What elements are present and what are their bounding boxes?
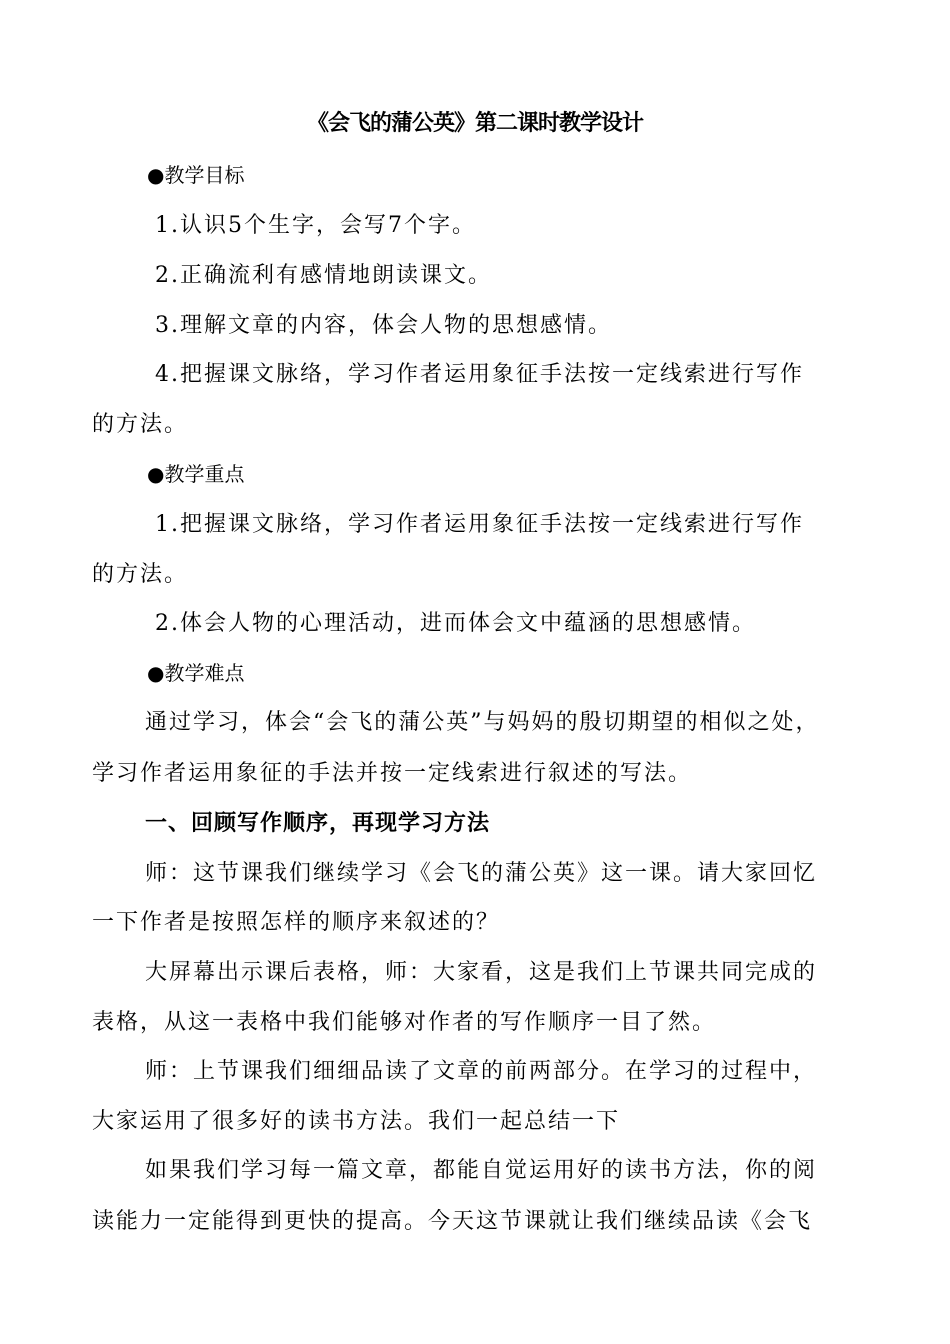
paragraph-line: 师：这节课我们继续学习《会飞的蒲公英》这一课。请大家回忆 xyxy=(145,861,818,886)
key-point-1-continued: 的方法。 xyxy=(92,562,189,587)
paragraph-line: 表格，从这一表格中我们能够对作者的写作顺序一目了然。 xyxy=(92,1010,717,1035)
key-points-label: ●教学重点 xyxy=(147,462,245,486)
difficult-points-label: ●教学难点 xyxy=(147,661,245,685)
goal-item-4: 4.把握课文脉络，学习作者运用象征手法按一定线索进行写作 xyxy=(155,362,804,387)
paragraph-line: 大屏幕出示课后表格，师：大家看，这是我们上节课共同完成的 xyxy=(145,960,818,985)
paragraph-line: 师：上节课我们细细品读了文章的前两部分。在学习的过程中， xyxy=(145,1059,818,1084)
paragraph-line: 读能力一定能得到更快的提高。今天这节课就让我们继续品读《会飞 xyxy=(92,1209,813,1234)
goal-item-1: 1.认识5个生字，会写7个字。 xyxy=(155,213,476,238)
document-title: 《会飞的蒲公英》第二课时教学设计 xyxy=(306,111,643,136)
difficult-text-line-2: 学习作者运用象征的手法并按一定线索进行叙述的写法。 xyxy=(92,761,693,786)
goal-item-3: 3.理解文章的内容，体会人物的思想感情。 xyxy=(155,313,612,338)
goal-item-2: 2.正确流利有感情地朗读课文。 xyxy=(155,263,492,288)
goals-label: ●教学目标 xyxy=(147,163,245,187)
section-1-heading: 一、回顾写作顺序，再现学习方法 xyxy=(145,811,491,836)
goal-item-4-continued: 的方法。 xyxy=(92,412,189,437)
paragraph-line: 一下作者是按照怎样的顺序来叙述的？ xyxy=(92,910,501,935)
difficult-text-line-1: 通过学习，体会“会飞的蒲公英”与妈妈的殷切期望的相似之处， xyxy=(145,710,820,735)
key-point-2: 2.体会人物的心理活动，进而体会文中蕴涵的思想感情。 xyxy=(155,611,756,636)
key-point-1: 1.把握课文脉络，学习作者运用象征手法按一定线索进行写作 xyxy=(155,512,804,537)
paragraph-line: 如果我们学习每一篇文章，都能自觉运用好的读书方法，你的阅 xyxy=(145,1158,818,1183)
paragraph-line: 大家运用了很多好的读书方法。我们一起总结一下 xyxy=(92,1109,621,1134)
